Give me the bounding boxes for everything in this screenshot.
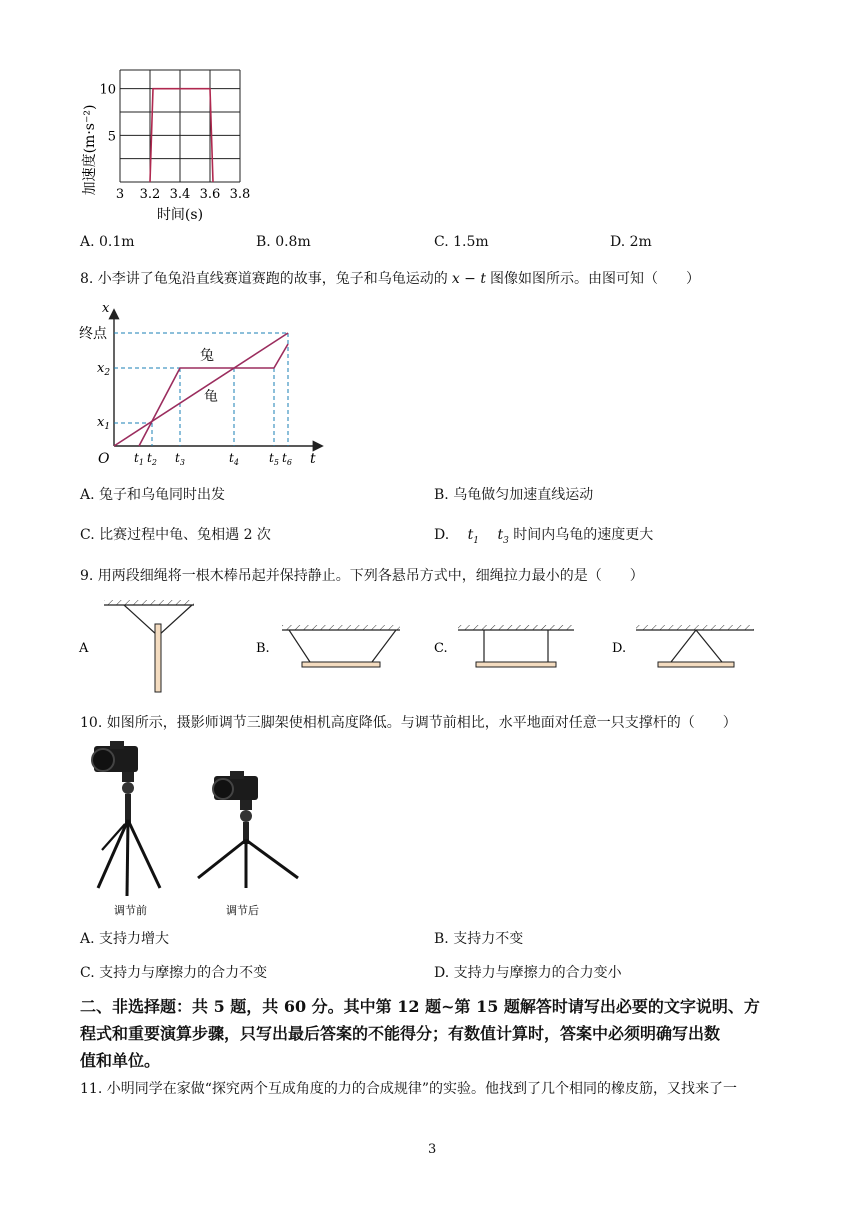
q7-option-d: D. 2m [610, 234, 652, 250]
q8-stem-var: x − t [451, 271, 486, 287]
x-t-t-label: t [310, 451, 316, 467]
q10-option-b: B. 支持力不变 [434, 931, 524, 947]
x-t-x1-label: $x_1$ [97, 415, 111, 432]
q9-figure-d [612, 625, 754, 667]
x-t-finish-label: 终点 [79, 326, 107, 342]
section2-line1: 二、非选择题：共 5 题，共 60 分。其中第 12 题~第 15 题解答时请写出必要的文字说明、方 [80, 997, 760, 1016]
q9-label-d: D. [612, 641, 627, 656]
q7-option-a: A. 0.1m [80, 234, 135, 250]
q9-figures [74, 596, 774, 696]
q8-option-b: B. 乌龟做匀加速直线运动 [434, 487, 594, 503]
y-axis-label: 加速度(m·s⁻²) [82, 104, 98, 196]
q8-option-d-t1: $t_1$ [467, 527, 480, 546]
q9-label-c: C. [434, 641, 448, 656]
x-tick-label: 3.8 [229, 187, 251, 202]
q8-option-c: C. 比赛过程中龟、兔相遇 2 次 [80, 527, 271, 543]
tripod-after [198, 771, 298, 917]
q8-option-d-prefix: D. [434, 527, 450, 543]
q8-stem [80, 268, 700, 288]
y-tick-label: 10 [99, 82, 116, 98]
q10-tripod-figures [80, 738, 320, 922]
q10-stem: 10. 如图所示，摄影师调节三脚架使相机高度降低。与调节前相比，水平地面对任意一只支撑杆的（ ） [80, 715, 737, 731]
tick-t2: $t_2$ [147, 451, 157, 467]
chart-grid [120, 70, 240, 182]
page-number: 3 [428, 1142, 437, 1157]
x-tick-label: 3 [115, 187, 125, 202]
q10-option-c: C. 支持力与摩擦力的合力不变 [80, 965, 268, 981]
x-t-origin-label: O [98, 451, 110, 467]
q9-figure-a [78, 600, 194, 692]
x-axis-label: 时间(s) [156, 207, 204, 223]
y-tick-label: 5 [107, 129, 116, 145]
q8-option-a: A. 兔子和乌龟同时出发 [80, 487, 226, 503]
tick-t1: $t_1$ [134, 451, 144, 467]
chart-ticks [99, 83, 250, 202]
x-t-time-ticks [134, 451, 292, 467]
q8-option-d-t3: $t_3$ [497, 527, 509, 546]
q8-stem-b: 图像如图所示。由图可知（ ） [489, 271, 700, 287]
section2-line3: 值和单位。 [80, 1051, 161, 1070]
tick-t5: $t_5$ [269, 451, 279, 467]
caption-after: 调节后 [226, 904, 259, 917]
x-tick-label: 3.6 [199, 187, 221, 202]
x-t-x2-label: $x_2$ [97, 361, 111, 378]
q9-label-b: B. [256, 641, 270, 656]
tick-t4: $t_4$ [229, 451, 239, 467]
q8-stem-a: 8. 小李讲了龟兔沿直线赛道赛跑的故事，兔子和乌龟运动的 [80, 271, 448, 287]
tick-t6: $t_6$ [282, 451, 292, 467]
q9-figure-b [256, 625, 400, 667]
q8-option-d-text: 时间内乌龟的速度更大 [513, 527, 654, 543]
q10-option-d: D. 支持力与摩擦力的合力变小 [434, 965, 622, 981]
turtle-label: 龟 [204, 389, 218, 405]
q9-figure-c [434, 625, 574, 667]
q7-option-b: B. 0.8m [256, 234, 311, 250]
x-t-graph [76, 296, 336, 476]
tick-t3: $t_3$ [175, 451, 185, 467]
q9-label-a: A [79, 641, 89, 656]
x-tick-label: 3.2 [139, 187, 161, 202]
x-tick-label: 3.4 [169, 187, 191, 202]
section2-line2: 程式和重要演算步骤，只写出最后答案的不能得分；有数值计算时，答案中必须明确写出数 [80, 1024, 721, 1043]
x-t-x-label: x [102, 301, 110, 316]
q11-stem: 11. 小明同学在家做“探究两个互成角度的力的合成规律”的实验。他找到了几个相同的橡皮筋，又找来了一 [80, 1081, 738, 1097]
caption-before: 调节前 [114, 904, 147, 917]
q9-stem: 9. 用两段细绳将一根木棒吊起并保持静止。下列各悬吊方式中，细绳拉力最小的是（ ） [80, 568, 644, 584]
tripod-before [92, 741, 160, 917]
q8-option-d [434, 524, 653, 546]
q10-option-a: A. 支持力增大 [80, 931, 170, 947]
acceleration-time-chart [70, 60, 280, 230]
q7-option-c: C. 1.5m [434, 234, 489, 250]
rabbit-label: 兔 [200, 348, 214, 364]
